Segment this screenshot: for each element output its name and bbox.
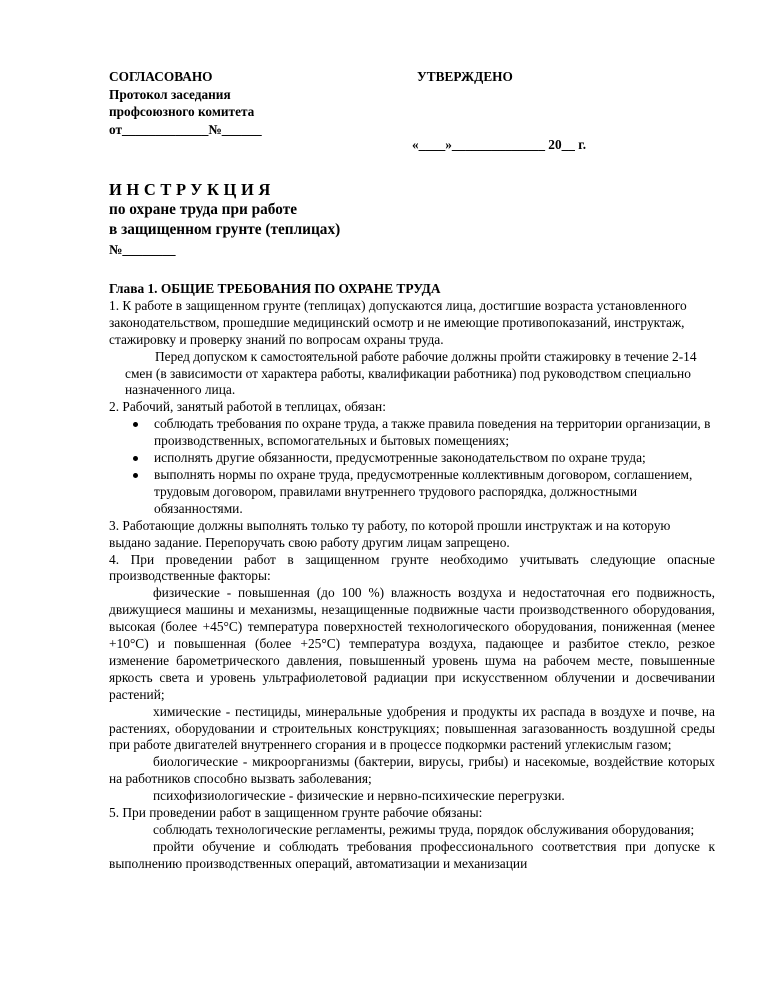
approved-label: УТВЕРЖДЕНО	[417, 69, 513, 84]
document-title: ИНСТРУКЦИЯ	[109, 180, 275, 199]
paragraph-2: 2. Рабочий, занятый работой в теплицах, обязан:	[109, 399, 386, 415]
bullet-icon	[133, 456, 138, 461]
title-subline-1: по охране труда при работе	[109, 201, 297, 218]
paragraph-1: 1. К работе в защищенном грунте (теплицах) допускаются лица, достигшие возраста установленного законодательством, прошедшие медицинский осмотр и не имеющие противопоказаний, инструктаж, стажировку и проверку знаний по вопросам охраны труда.	[109, 297, 687, 347]
approval-date-line: «____»______________ 20__ г.	[412, 137, 587, 152]
committee-line: профсоюзного комитета	[109, 104, 255, 119]
title-block	[109, 200, 340, 240]
instruction-number: №________	[109, 242, 176, 257]
approval-block-left	[109, 68, 262, 138]
agreed-label: СОГЛАСОВАНО	[109, 69, 213, 84]
paragraph-5-b: пройти обучение и соблюдать требования профессионального соответствия при допуске к выполнению производственных операций, автоматизации и механизации	[109, 838, 715, 871]
paragraph-5-a: соблюдать технологические регламенты, режимы труда, порядок обслуживания оборудования;	[153, 822, 695, 837]
paragraph-4-physical: физические - повышенная (до 100 %) влажность воздуха и недостаточная его подвижность, движущиеся машины и механизмы, незащищенные подвижные части производственного оборудования, высокая (более +45°С) температура поверхностей технологического оборудования, пониженная (менее +10°С) и повышенная (более +25°С) температура воздуха, падающее и разбитое стекло, резкое изменение барометрического давления, повышенный уровень шума на рабочем месте, повышенные яркость света и уровень ультрафиолетовой радиации при искусственном облучении и досвечивании растений;	[109, 585, 715, 702]
list-item: соблюдать требования по охране труда, а также правила поведения на территории организации, в производственных, вспомогательных и бытовых помещениях;	[109, 416, 715, 450]
paragraph-4-psychophysiological: психофизиологические - физические и нервно-психические перегрузки.	[153, 788, 565, 804]
paragraph-5: 5. При проведении работ в защищенном грунте рабочие обязаны:	[109, 805, 483, 821]
paragraph-4-chemical: химические - пестициды, минеральные удобрения и продукты их распада в воздухе и почве, на растениях, оборудовании и строительных конструкциях; повышенная загазованность воздушной среды при работе двигателей внутреннего сгорания и в процессе подкормки растений углекислым газом;	[109, 703, 715, 753]
protocol-date-number-line: от_____________№______	[109, 121, 262, 137]
list-item: исполнять другие обязанности, предусмотренные законодательством по охране труда;	[109, 450, 715, 467]
protocol-line: Протокол заседания	[109, 86, 231, 102]
paragraph-4-biological: биологические - микроорганизмы (бактерии, вирусы, грибы) и насекомые, воздействие которых на работников способно вызвать заболевания;	[109, 754, 715, 787]
bullet-icon	[133, 422, 138, 427]
document-body	[109, 281, 715, 873]
paragraph-1-internship: Перед допуском к самостоятельной работе рабочие должны пройти стажировку в течение 2-14 смен (в зависимости от характера работы, квалификации работника) под руководством специально назначенного лица.	[125, 348, 697, 398]
paragraph-3: 3. Работающие должны выполнять только ту работу, по которой прошли инструктаж и на которую выдано задание. Перепоручать свою работу другим лицам запрещено.	[109, 517, 671, 550]
chapter-heading: Глава 1. ОБЩИЕ ТРЕБОВАНИЯ ПО ОХРАНЕ ТРУДА	[109, 281, 441, 296]
duties-list	[109, 416, 715, 517]
bullet-icon	[133, 473, 138, 478]
title-subline-2: в защищенном грунте (теплицах)	[109, 221, 341, 238]
list-item: выполнять нормы по охране труда, предусмотренные коллективным договором, соглашением, трудовым договором, правилами внутреннего трудового распорядка, должностными обязанностями.	[109, 467, 715, 518]
paragraph-4: 4. При проведении работ в защищенном грунте необходимо учитывать следующие опасные производственные факторы:	[109, 551, 715, 584]
